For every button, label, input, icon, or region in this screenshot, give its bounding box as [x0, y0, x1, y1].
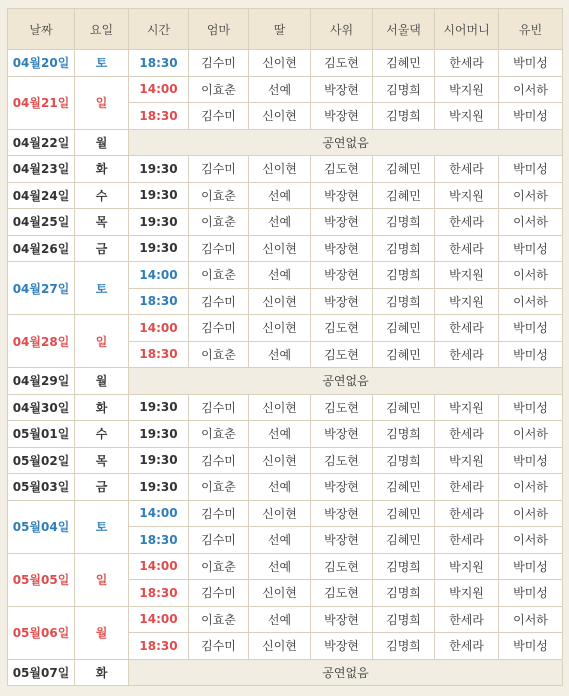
table-row — [8, 368, 563, 395]
cast-cell-mother-in-law: 한세라 — [435, 315, 499, 342]
cast-cell-seouldaek: 김명희 — [373, 76, 435, 103]
cast-cell-mother-in-law: 박지원 — [435, 580, 499, 607]
day-cell: 화 — [75, 156, 129, 183]
cast-cell-mom: 김수미 — [189, 103, 249, 130]
cast-cell-son-in-law: 박장현 — [311, 633, 373, 660]
cast-cell-mom: 이효춘 — [189, 209, 249, 236]
day-cell: 월 — [75, 368, 129, 395]
table-row — [8, 129, 563, 156]
cast-cell-daughter: 신이현 — [249, 315, 311, 342]
day-cell: 일 — [75, 315, 129, 368]
header-daughter: 딸 — [249, 9, 311, 50]
date-cell: 05월01일 — [8, 421, 75, 448]
cast-cell-yubin: 이서하 — [499, 606, 563, 633]
header-seouldaek: 서울댁 — [373, 9, 435, 50]
date-cell: 05월05일 — [8, 553, 75, 606]
cast-cell-yubin: 이서하 — [499, 209, 563, 236]
cast-cell-mother-in-law: 한세라 — [435, 156, 499, 183]
time-cell: 14:00 — [129, 262, 189, 289]
date-cell: 04월27일 — [8, 262, 75, 315]
table-row — [8, 606, 563, 633]
header-mother-in-law: 시어머니 — [435, 9, 499, 50]
date-cell: 04월30일 — [8, 394, 75, 421]
cast-cell-mom: 이효춘 — [189, 76, 249, 103]
time-cell: 14:00 — [129, 76, 189, 103]
cast-cell-yubin: 이서하 — [499, 182, 563, 209]
cast-cell-yubin: 박미성 — [499, 633, 563, 660]
table-row — [8, 553, 563, 580]
day-cell: 금 — [75, 235, 129, 262]
cast-cell-seouldaek: 김명희 — [373, 103, 435, 130]
cast-cell-yubin: 이서하 — [499, 474, 563, 501]
table-row — [8, 500, 563, 527]
cast-cell-mom: 이효춘 — [189, 606, 249, 633]
cast-cell-daughter: 신이현 — [249, 394, 311, 421]
time-cell: 19:30 — [129, 421, 189, 448]
day-cell: 화 — [75, 659, 129, 686]
time-cell: 19:30 — [129, 447, 189, 474]
date-cell: 05월06일 — [8, 606, 75, 659]
cast-cell-mom: 김수미 — [189, 156, 249, 183]
cast-cell-daughter: 선예 — [249, 209, 311, 236]
table-row — [8, 76, 563, 103]
cast-cell-seouldaek: 김혜민 — [373, 50, 435, 77]
cast-cell-daughter: 선예 — [249, 474, 311, 501]
time-cell: 19:30 — [129, 394, 189, 421]
cast-cell-yubin: 이서하 — [499, 76, 563, 103]
cast-cell-daughter: 신이현 — [249, 103, 311, 130]
cast-cell-mom: 이효춘 — [189, 421, 249, 448]
cast-cell-mother-in-law: 한세라 — [435, 421, 499, 448]
cast-cell-yubin: 박미성 — [499, 341, 563, 368]
table-body — [8, 50, 563, 686]
cast-cell-daughter: 신이현 — [249, 580, 311, 607]
cast-cell-yubin: 박미성 — [499, 156, 563, 183]
header-day: 요일 — [75, 9, 129, 50]
cast-cell-yubin: 박미성 — [499, 315, 563, 342]
cast-cell-mother-in-law: 한세라 — [435, 235, 499, 262]
cast-cell-son-in-law: 박장현 — [311, 288, 373, 315]
cast-cell-mom: 김수미 — [189, 500, 249, 527]
day-cell: 일 — [75, 553, 129, 606]
cast-cell-mother-in-law: 박지원 — [435, 288, 499, 315]
cast-cell-yubin: 박미성 — [499, 50, 563, 77]
cast-cell-mom: 이효춘 — [189, 182, 249, 209]
schedule-table-wrapper — [7, 8, 563, 686]
cast-cell-seouldaek: 김명희 — [373, 580, 435, 607]
date-cell: 04월29일 — [8, 368, 75, 395]
time-cell: 19:30 — [129, 209, 189, 236]
day-cell: 월 — [75, 129, 129, 156]
cast-cell-daughter: 신이현 — [249, 633, 311, 660]
cast-cell-yubin: 이서하 — [499, 262, 563, 289]
date-cell: 04월24일 — [8, 182, 75, 209]
date-cell: 05월04일 — [8, 500, 75, 553]
cast-cell-son-in-law: 김도현 — [311, 580, 373, 607]
time-cell: 14:00 — [129, 500, 189, 527]
cast-cell-seouldaek: 김혜민 — [373, 500, 435, 527]
cast-cell-mom: 김수미 — [189, 394, 249, 421]
time-cell: 19:30 — [129, 156, 189, 183]
cast-cell-son-in-law: 박장현 — [311, 235, 373, 262]
date-cell: 04월23일 — [8, 156, 75, 183]
day-cell: 토 — [75, 50, 129, 77]
cast-cell-son-in-law: 박장현 — [311, 527, 373, 554]
table-row — [8, 315, 563, 342]
cast-cell-son-in-law: 김도현 — [311, 156, 373, 183]
cast-cell-seouldaek: 김명희 — [373, 553, 435, 580]
date-cell: 04월25일 — [8, 209, 75, 236]
table-row — [8, 50, 563, 77]
cast-cell-daughter: 신이현 — [249, 50, 311, 77]
table-row — [8, 182, 563, 209]
table-row — [8, 659, 563, 686]
cast-cell-mom: 김수미 — [189, 288, 249, 315]
cast-cell-son-in-law: 김도현 — [311, 447, 373, 474]
time-cell: 19:30 — [129, 182, 189, 209]
cast-cell-mother-in-law: 박지원 — [435, 182, 499, 209]
cast-cell-son-in-law: 박장현 — [311, 103, 373, 130]
table-row — [8, 474, 563, 501]
header-time: 시간 — [129, 9, 189, 50]
cast-cell-daughter: 선예 — [249, 341, 311, 368]
cast-cell-mom: 이효춘 — [189, 262, 249, 289]
day-cell: 월 — [75, 606, 129, 659]
cast-cell-seouldaek: 김명희 — [373, 262, 435, 289]
cast-cell-seouldaek: 김혜민 — [373, 394, 435, 421]
cast-cell-daughter: 신이현 — [249, 288, 311, 315]
cast-cell-seouldaek: 김혜민 — [373, 182, 435, 209]
time-cell: 19:30 — [129, 235, 189, 262]
cast-cell-yubin: 이서하 — [499, 288, 563, 315]
cast-cell-mother-in-law: 한세라 — [435, 50, 499, 77]
cast-cell-daughter: 선예 — [249, 606, 311, 633]
cast-cell-yubin: 이서하 — [499, 500, 563, 527]
cast-cell-mother-in-law: 한세라 — [435, 341, 499, 368]
cast-cell-mom: 김수미 — [189, 527, 249, 554]
cast-cell-mom: 김수미 — [189, 315, 249, 342]
header-son-in-law: 사위 — [311, 9, 373, 50]
cast-cell-yubin: 박미성 — [499, 580, 563, 607]
date-cell: 05월03일 — [8, 474, 75, 501]
no-show-cell: 공연없음 — [129, 659, 563, 686]
cast-cell-daughter: 선예 — [249, 182, 311, 209]
header-mom: 엄마 — [189, 9, 249, 50]
cast-cell-son-in-law: 박장현 — [311, 182, 373, 209]
cast-cell-seouldaek: 김혜민 — [373, 315, 435, 342]
cast-cell-mother-in-law: 한세라 — [435, 500, 499, 527]
time-cell: 18:30 — [129, 103, 189, 130]
date-cell: 04월22일 — [8, 129, 75, 156]
header-yubin: 유빈 — [499, 9, 563, 50]
cast-cell-daughter: 신이현 — [249, 500, 311, 527]
time-cell: 18:30 — [129, 633, 189, 660]
time-cell: 19:30 — [129, 474, 189, 501]
cast-cell-mother-in-law: 한세라 — [435, 474, 499, 501]
cast-cell-seouldaek: 김명희 — [373, 606, 435, 633]
cast-cell-yubin: 이서하 — [499, 527, 563, 554]
date-cell: 05월02일 — [8, 447, 75, 474]
time-cell: 18:30 — [129, 288, 189, 315]
cast-cell-mom: 김수미 — [189, 633, 249, 660]
time-cell: 14:00 — [129, 315, 189, 342]
day-cell: 화 — [75, 394, 129, 421]
cast-schedule-table — [7, 8, 563, 686]
day-cell: 토 — [75, 262, 129, 315]
cast-cell-yubin: 박미성 — [499, 553, 563, 580]
time-cell: 18:30 — [129, 580, 189, 607]
cast-cell-seouldaek: 김혜민 — [373, 474, 435, 501]
day-cell: 수 — [75, 421, 129, 448]
date-cell: 04월26일 — [8, 235, 75, 262]
table-row — [8, 235, 563, 262]
cast-cell-seouldaek: 김혜민 — [373, 527, 435, 554]
cast-cell-daughter: 선예 — [249, 76, 311, 103]
time-cell: 18:30 — [129, 527, 189, 554]
day-cell: 수 — [75, 182, 129, 209]
table-row — [8, 421, 563, 448]
cast-cell-daughter: 선예 — [249, 527, 311, 554]
cast-cell-seouldaek: 김명희 — [373, 288, 435, 315]
cast-cell-daughter: 선예 — [249, 553, 311, 580]
cast-cell-yubin: 박미성 — [499, 394, 563, 421]
cast-cell-son-in-law: 김도현 — [311, 341, 373, 368]
cast-cell-seouldaek: 김명희 — [373, 447, 435, 474]
cast-cell-mother-in-law: 박지원 — [435, 262, 499, 289]
cast-cell-son-in-law: 김도현 — [311, 50, 373, 77]
cast-cell-son-in-law: 김도현 — [311, 553, 373, 580]
cast-cell-mother-in-law: 박지원 — [435, 394, 499, 421]
header-date: 날짜 — [8, 9, 75, 50]
cast-cell-mother-in-law: 한세라 — [435, 209, 499, 236]
no-show-cell: 공연없음 — [129, 129, 563, 156]
cast-cell-mother-in-law: 박지원 — [435, 553, 499, 580]
table-row — [8, 447, 563, 474]
table-row — [8, 209, 563, 236]
date-cell: 04월28일 — [8, 315, 75, 368]
table-header — [8, 9, 563, 50]
cast-cell-daughter: 신이현 — [249, 156, 311, 183]
cast-cell-son-in-law: 박장현 — [311, 421, 373, 448]
cast-cell-son-in-law: 김도현 — [311, 394, 373, 421]
cast-cell-seouldaek: 김명희 — [373, 209, 435, 236]
cast-cell-mom: 김수미 — [189, 50, 249, 77]
cast-cell-daughter: 신이현 — [249, 447, 311, 474]
cast-cell-son-in-law: 박장현 — [311, 76, 373, 103]
day-cell: 일 — [75, 76, 129, 129]
cast-cell-mom: 김수미 — [189, 235, 249, 262]
cast-cell-mother-in-law: 한세라 — [435, 633, 499, 660]
time-cell: 14:00 — [129, 606, 189, 633]
cast-cell-mom: 김수미 — [189, 447, 249, 474]
cast-cell-son-in-law: 박장현 — [311, 474, 373, 501]
cast-cell-seouldaek: 김명희 — [373, 235, 435, 262]
cast-cell-seouldaek: 김혜민 — [373, 156, 435, 183]
cast-cell-seouldaek: 김명희 — [373, 633, 435, 660]
cast-cell-son-in-law: 박장현 — [311, 606, 373, 633]
cast-cell-mother-in-law: 한세라 — [435, 606, 499, 633]
cast-cell-daughter: 선예 — [249, 262, 311, 289]
day-cell: 목 — [75, 447, 129, 474]
cast-cell-daughter: 신이현 — [249, 235, 311, 262]
cast-cell-son-in-law: 김도현 — [311, 315, 373, 342]
date-cell: 05월07일 — [8, 659, 75, 686]
cast-cell-mother-in-law: 박지원 — [435, 103, 499, 130]
date-cell: 04월20일 — [8, 50, 75, 77]
cast-cell-daughter: 선예 — [249, 421, 311, 448]
day-cell: 금 — [75, 474, 129, 501]
cast-cell-mom: 이효춘 — [189, 553, 249, 580]
cast-cell-mom: 김수미 — [189, 580, 249, 607]
time-cell: 18:30 — [129, 50, 189, 77]
table-row — [8, 156, 563, 183]
cast-cell-son-in-law: 박장현 — [311, 209, 373, 236]
table-row — [8, 394, 563, 421]
time-cell: 14:00 — [129, 553, 189, 580]
cast-cell-mother-in-law: 박지원 — [435, 76, 499, 103]
header-row — [8, 9, 563, 50]
day-cell: 목 — [75, 209, 129, 236]
cast-cell-seouldaek: 김혜민 — [373, 341, 435, 368]
cast-cell-mother-in-law: 박지원 — [435, 447, 499, 474]
cast-cell-son-in-law: 박장현 — [311, 262, 373, 289]
no-show-cell: 공연없음 — [129, 368, 563, 395]
cast-cell-mother-in-law: 한세라 — [435, 527, 499, 554]
table-row — [8, 262, 563, 289]
cast-cell-mom: 이효춘 — [189, 474, 249, 501]
cast-cell-yubin: 박미성 — [499, 447, 563, 474]
cast-cell-seouldaek: 김명희 — [373, 421, 435, 448]
cast-cell-yubin: 박미성 — [499, 235, 563, 262]
cast-cell-son-in-law: 박장현 — [311, 500, 373, 527]
time-cell: 18:30 — [129, 341, 189, 368]
day-cell: 토 — [75, 500, 129, 553]
cast-cell-yubin: 박미성 — [499, 103, 563, 130]
cast-cell-yubin: 이서하 — [499, 421, 563, 448]
date-cell: 04월21일 — [8, 76, 75, 129]
cast-cell-mom: 이효춘 — [189, 341, 249, 368]
